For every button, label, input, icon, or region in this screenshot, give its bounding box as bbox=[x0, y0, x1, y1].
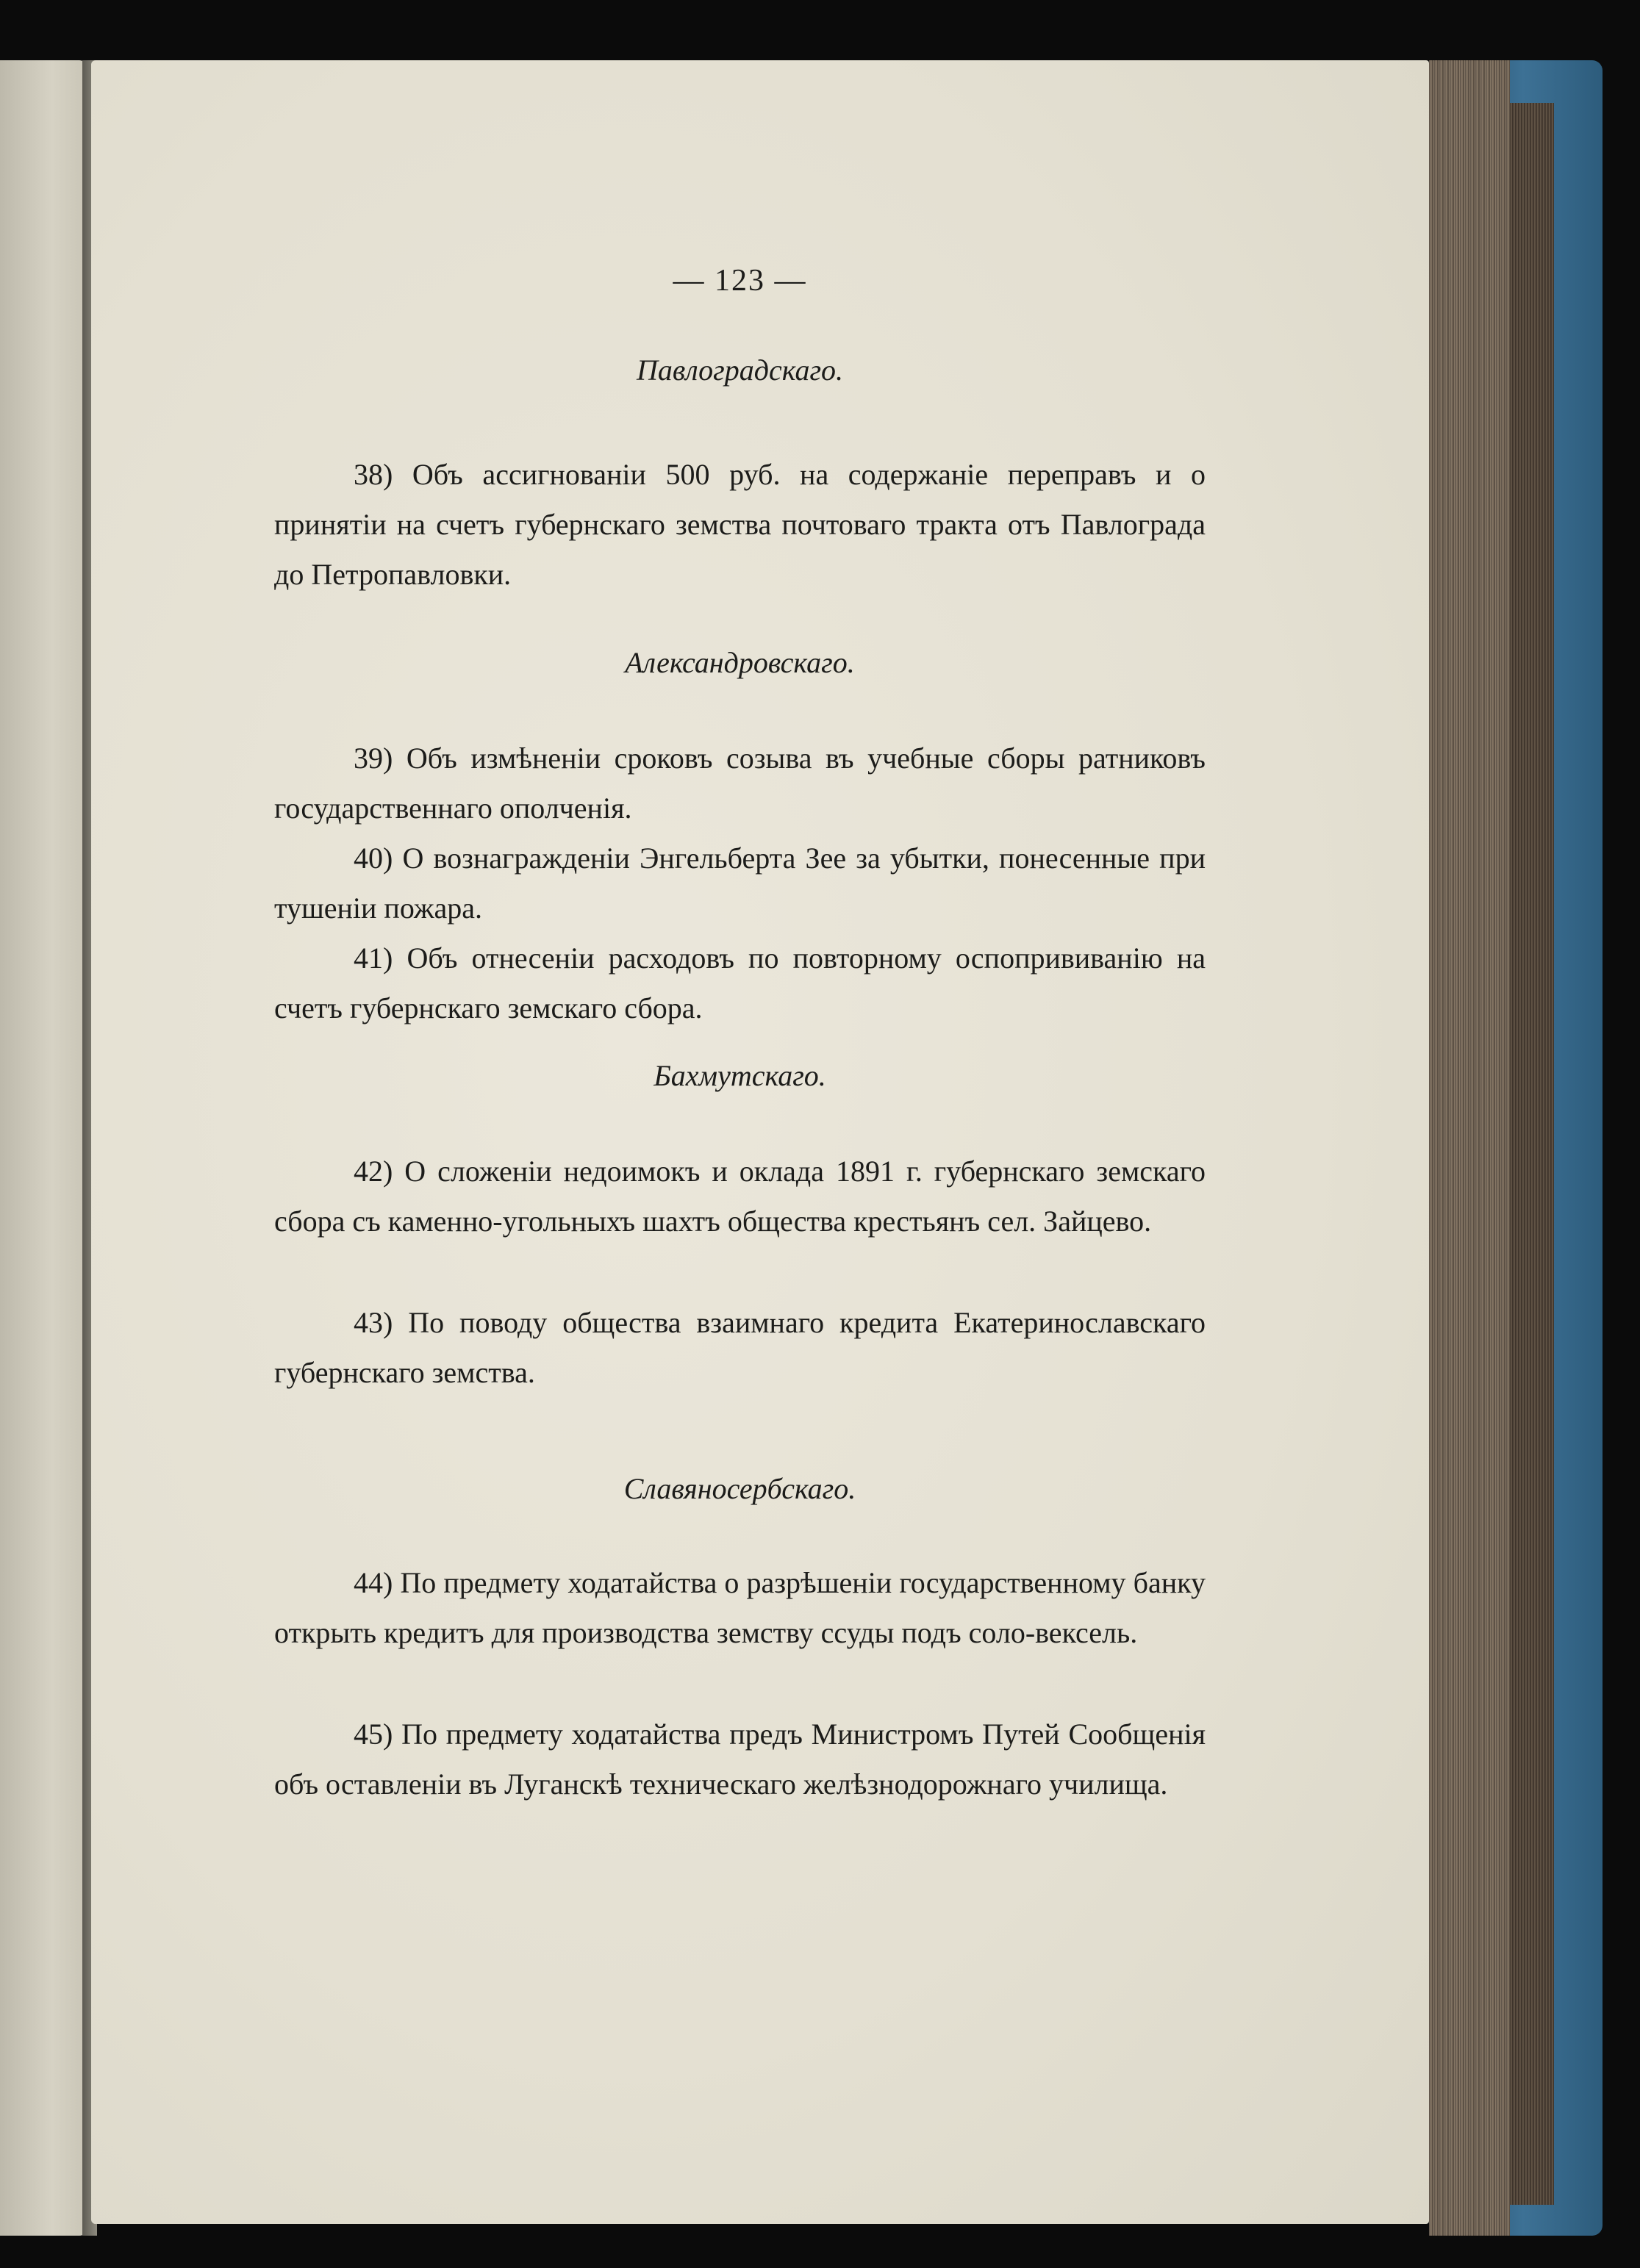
item-43: 43) По поводу общества взаимнаго кредита Екатеринославскаго губернскаго земства. bbox=[274, 1306, 1206, 1389]
item-41: 41) Объ отнесеніи расходовъ по повторному оспопрививанію на счетъ губернскаго земскаго сбора. bbox=[274, 941, 1206, 1024]
previous-page-edge bbox=[0, 60, 87, 2236]
section-heading-bakhmut: Бахмутскаго. bbox=[654, 1059, 826, 1092]
section-heading-aleksandrovsk: Александровскаго. bbox=[625, 646, 855, 679]
item-38: 38) Объ ассигнованіи 500 руб. на содержаніе переправъ и о принятіи на счетъ губернскаго земства почтоваго тракта отъ Павлограда до Петропавловки. bbox=[274, 458, 1206, 591]
page-number: — 123 — bbox=[673, 264, 807, 298]
item-39: 39) Объ измѣненіи сроковъ созыва въ учебные сборы ратниковъ государственнаго ополченія. bbox=[274, 742, 1206, 825]
page-stack-edge bbox=[1429, 60, 1510, 2236]
section-heading-pavlograd: Павлоградскаго. bbox=[636, 354, 844, 387]
section-heading-slavyanoserbsk: Славяносербскаго. bbox=[623, 1472, 856, 1505]
item-40: 40) О вознагражденіи Энгельберта Зее за убытки, понесенные при тушеніи пожара. bbox=[274, 841, 1206, 925]
item-42: 42) О сложеніи недоимокъ и оклада 1891 г. губернскаго земскаго сбора съ каменно-угольныхъ шахтъ общества крестьянъ сел. Зайцево. bbox=[274, 1155, 1206, 1238]
page-stack-inner bbox=[1510, 103, 1554, 2205]
item-44: 44) По предмету ходатайства о разрѣшеніи государственному банку открыть кредитъ для производства земству ссуды подъ соло-вексель. bbox=[274, 1566, 1206, 1649]
item-45: 45) По предмету ходатайства предъ Министромъ Путей Сообщенія объ оставленіи въ Луганскѣ техническаго желѣзнодорожнаго училища. bbox=[274, 1718, 1206, 1801]
